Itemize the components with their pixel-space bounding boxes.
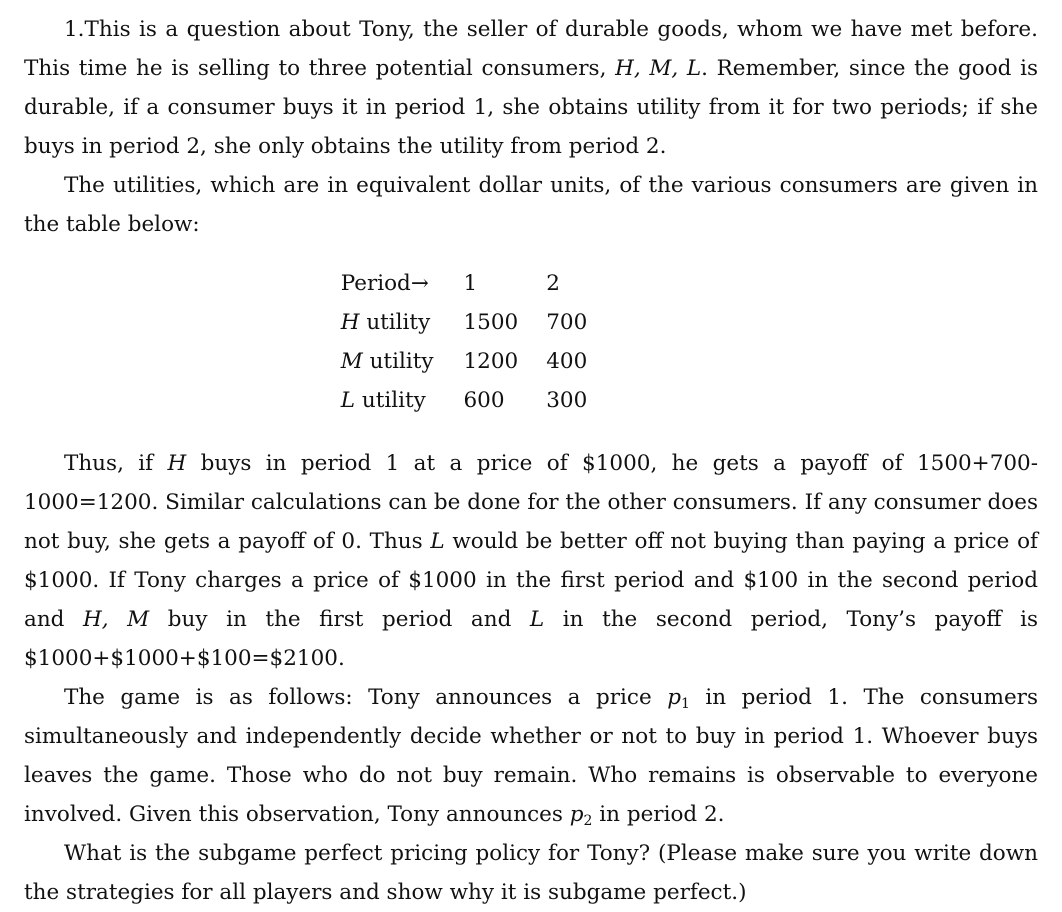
table-row-m bbox=[341, 342, 602, 381]
utilities-paragraph: The utilities, which are in equivalent dollar units, of the various consumers are given in the table below: bbox=[24, 173, 1038, 237]
row-label bbox=[341, 381, 450, 420]
payoff-text-b: buys in period 1 at a price of $1000, he gets a payoff of 1500+700-1000=1200. Similar calculations can be done for the other consumers. If any consumer does not buy, she gets a payoff of 0. Thus bbox=[24, 451, 1038, 554]
game-text-c: in period 2. bbox=[592, 802, 725, 827]
consumer-variables: H, M, L bbox=[615, 56, 702, 81]
payoff-text-d: buy in the first period and bbox=[149, 607, 530, 632]
utility-table bbox=[341, 264, 602, 420]
payoff-text-a: Thus, if bbox=[64, 451, 168, 476]
row-label bbox=[341, 303, 450, 342]
var-p1-subscript: 1 bbox=[680, 696, 690, 712]
intro-text-b: . Remember, since the good is durable, if a consumer buys it in period 1, she obtains utility from it for two periods; if she buys in period 2, she only obtains the utility from period 2. bbox=[24, 56, 1038, 159]
utility-label: utility bbox=[355, 388, 426, 413]
var-p2-subscript: 2 bbox=[583, 813, 593, 829]
period-2-value: 300 bbox=[546, 388, 588, 413]
intro-paragraph bbox=[24, 10, 1038, 166]
payoff-text-c: would be better off not buying than paying a price of $1000. If Tony charges a price of $1000 in the first period and $100 in the second period and bbox=[24, 529, 1038, 632]
game-text-b: in period 1. The consumers simultaneously and independently decide whether or not to buy in period 1. Whoever buys leaves the game. Those who do not buy remain. Who remains is observable to everyone involved. Given this observation, Tony announces bbox=[24, 685, 1038, 827]
var-p2: p bbox=[569, 802, 584, 827]
payoff-paragraph bbox=[24, 444, 1038, 678]
var-h: H bbox=[167, 451, 187, 476]
question-paragraph: What is the subgame perfect pricing policy for Tony? (Please make sure you write down the strategies for all players and show why it is subgame perfect.) bbox=[24, 841, 1038, 905]
game-rules-paragraph bbox=[24, 678, 1038, 834]
intro-text-a: 1.This is a question about Tony, the seller of durable goods, whom we have met before. This time he is selling to three potential consumers, bbox=[24, 17, 1038, 81]
var-l: L bbox=[430, 529, 445, 554]
var-p1: p bbox=[667, 685, 681, 710]
row-label bbox=[341, 342, 450, 381]
consumer-var: L bbox=[340, 388, 356, 413]
utility-label: utility bbox=[359, 310, 431, 335]
period-1-header: 1 bbox=[463, 271, 478, 296]
period-header: Period→ bbox=[340, 271, 429, 296]
table-header-row bbox=[341, 264, 602, 303]
period-1-value: 600 bbox=[463, 388, 505, 413]
period-2-header: 2 bbox=[546, 271, 560, 296]
table-row-l bbox=[341, 381, 602, 420]
consumer-var: M bbox=[340, 349, 363, 374]
var-hm: H, M bbox=[83, 607, 150, 632]
utility-label: utility bbox=[362, 349, 434, 374]
var-l: L bbox=[529, 607, 545, 632]
game-text-a: The game is as follows: Tony announces a price bbox=[64, 685, 668, 710]
consumer-var: H bbox=[340, 310, 360, 335]
period-1-value: 1500 bbox=[463, 310, 519, 335]
period-2-value: 700 bbox=[546, 310, 588, 335]
period-2-value: 400 bbox=[546, 349, 588, 374]
table-row-h bbox=[341, 303, 602, 342]
utility-table-container bbox=[24, 264, 1038, 420]
payoff-text-e: in the second period, Tony’s payoff is $1000+$1000+$100=$2100. bbox=[24, 607, 1038, 671]
period-1-value: 1200 bbox=[463, 349, 519, 374]
